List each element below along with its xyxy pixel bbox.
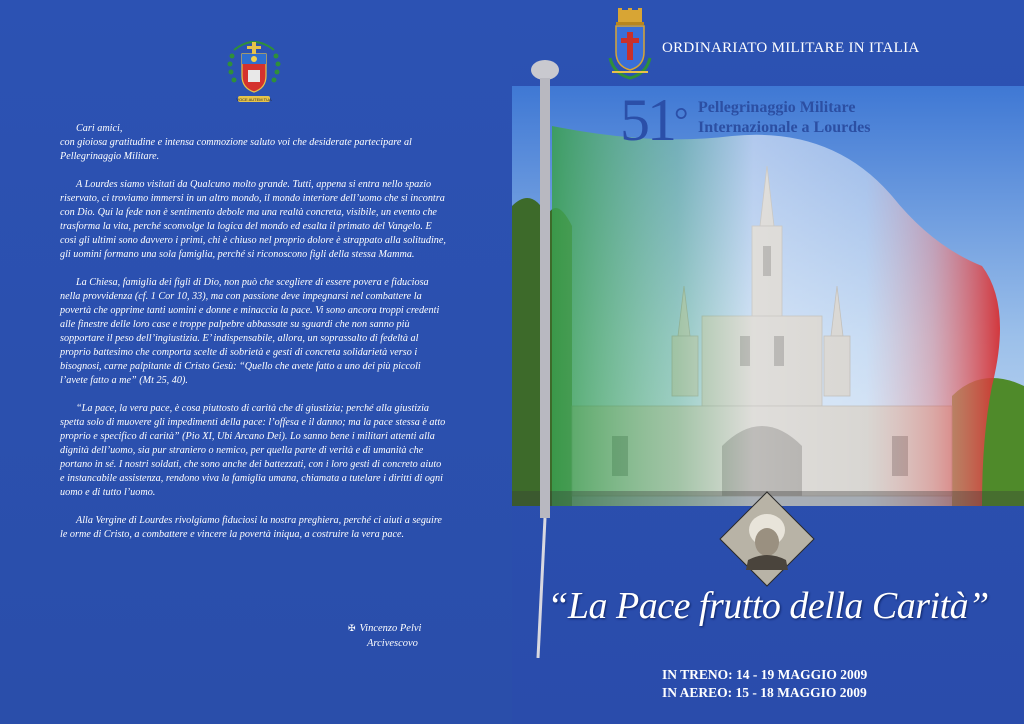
pilgrimage-title: Pellegrinaggio Militare Internazionale a Lourdes bbox=[698, 99, 871, 136]
ordinariato-header: ORDINARIATO MILITARE IN ITALIA bbox=[662, 40, 920, 56]
signature-title: Arcivescovo bbox=[367, 638, 418, 649]
letter-greeting: Cari amici, bbox=[76, 123, 123, 134]
letter-paragraph-2: A Lourdes siamo visitati da Qualcuno molto grande. Tutti, appena si entra nello spazio riservato, ci troviamo immersi in un altro mondo, il mondo interiore dell’uomo che si incontra con Dio. Qui la fede non è sentimento debole ma una realtà concreta, visibile, un evento che trasforma la vita, perché sconvolge la logica del mondo ed esalta il primato del Vangelo. E così gli ultimi sono davvero i primi, chi è chiuso nel proprio dolore è strappato alla solitudine, gli uomini formano una sola famiglia, perché si riconoscono figli della stessa Mamma. bbox=[60, 179, 446, 260]
letter-paragraph-5: Alla Vergine di Lourdes rivolgiamo fiduciosi la nostra preghiera, perché ci aiuti a seguire le orme di Cristo, a combattere e vincere la povertà iniqua, a costruire la vera pace. bbox=[60, 515, 442, 540]
motto-title: “La Pace frutto della Carità” bbox=[547, 585, 989, 627]
saint-bernadette-portrait bbox=[718, 490, 816, 588]
letter-paragraph-3: La Chiesa, famiglia dei figli di Dio, non può che scegliere di essere povera e fiduciosa nella provvidenza (cf. 1 Cor 10, 33), ma con passione deve impegnarsi nel combattere la povertà che opprime tanti uomini e donne e minaccia la pace. Vi sono ancora troppi credenti alle finestre delle loro case e troppe palpebre abbassate su sguardi che non sanno più sopportare il peso dell’ingiustizia. E’ indispensabile, allora, un soprassalto di fedeltà al proprio battesimo che comporta scelte di sobrietà e gesti di concreta solidarietà verso i bisognosi, carne palpitante di Cristo Gesù: “Quello che avete fatto a uno dei più piccoli l’avete fatto a me” (Mt 25, 40). bbox=[60, 277, 440, 386]
signature-block bbox=[348, 621, 421, 651]
cross-icon: ✠ bbox=[348, 623, 356, 633]
lourdes-basilica-flag-photo bbox=[512, 86, 1024, 506]
train-dates: IN TRENO: 14 - 19 MAGGIO 2009 bbox=[662, 667, 868, 682]
greeting-letter bbox=[60, 122, 448, 556]
signature-name: Vincenzo Pelvi bbox=[359, 623, 422, 634]
plane-dates: IN AEREO: 15 - 18 MAGGIO 2009 bbox=[662, 685, 867, 700]
edition-number: 51° bbox=[620, 87, 686, 153]
flag-pole-icon bbox=[528, 58, 562, 658]
travel-dates bbox=[662, 666, 867, 702]
letter-paragraph-4: “La pace, la vera pace, è cosa piuttosto di carità che di giustizia; perché alla giustizia spetta solo di muovere gli impedimenti della pace: l’offesa e il danno; ma la pace stessa è atto proprio e specifico di carità” (Pio XI, Ubi Arcano Dei). Lo sanno bene i militari attenti alla dignità dell’uomo, sia pur straniero o nemico, per quella parte di verità e di umanità che portano in sé. I nostri soldati, che sono anche dei battezzati, con i loro gesti di concreto aiuto e instancabile assistenza, rendono viva la famiglia umana, chiamata a tutelare i diritti di ogni uomo e di tutto l’uomo. bbox=[60, 403, 446, 498]
military-ordinariate-crest-icon bbox=[606, 8, 654, 84]
svg-text:VOCE AUTEM TUA: VOCE AUTEM TUA bbox=[236, 97, 272, 102]
letter-paragraph-1: con gioiosa gratitudine e intensa commozione saluto voi che desiderate partecipare al Pellegrinaggio Militare. bbox=[60, 137, 412, 162]
archbishop-coat-of-arms-icon bbox=[226, 36, 282, 106]
